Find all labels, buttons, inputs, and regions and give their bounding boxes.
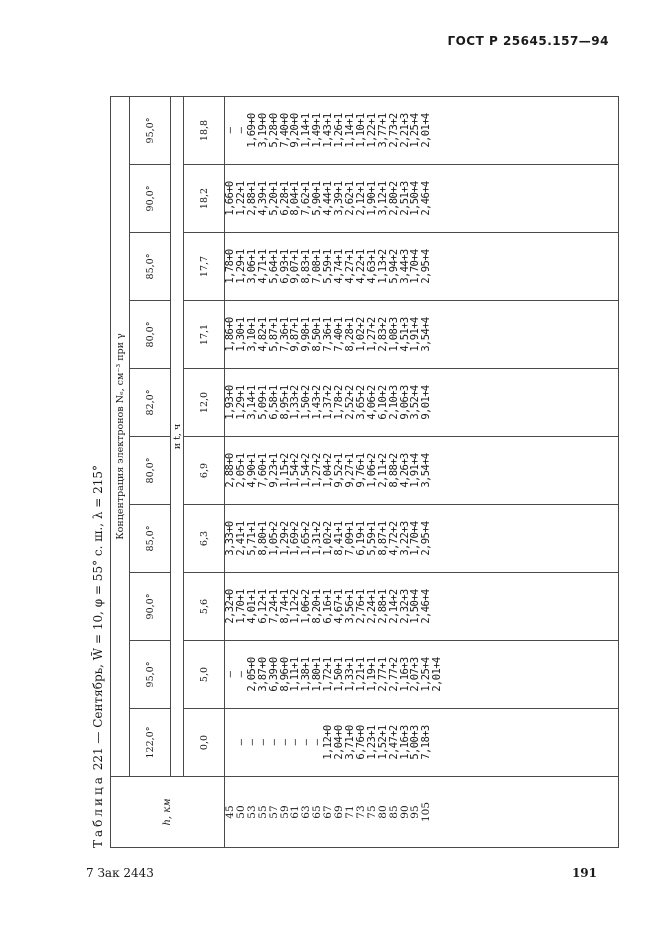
concentration-value: 4,90+1 bbox=[245, 453, 258, 488]
concentration-value: 7,24+1 bbox=[267, 589, 280, 624]
concentration-value: 3,39+1 bbox=[333, 181, 346, 216]
concentration-value: — bbox=[256, 739, 269, 746]
concentration-value: 6,19+1 bbox=[354, 521, 367, 556]
gamma-header: 90,0° bbox=[130, 573, 171, 641]
concentration-value: 1,10+1 bbox=[354, 113, 367, 148]
height-value: 75 bbox=[365, 805, 378, 819]
height-value: 57 bbox=[267, 805, 280, 819]
concentration-value: 2,73+2 bbox=[387, 113, 400, 148]
gamma-header: 95,0° bbox=[130, 97, 171, 165]
height-value: 67 bbox=[322, 805, 335, 819]
concentration-value: 1,21+1 bbox=[354, 657, 367, 692]
time-value-header: 17,7 bbox=[184, 233, 225, 301]
concentration-value: 2,11+2 bbox=[376, 453, 389, 488]
caption-number: 221 bbox=[91, 747, 105, 771]
height-value: 105 bbox=[420, 801, 433, 823]
concentration-value: 5,90+1 bbox=[311, 181, 324, 216]
concentration-column bbox=[225, 709, 619, 777]
concentration-value: 2,80+2 bbox=[387, 181, 400, 216]
concentration-value: 2,32+3 bbox=[398, 589, 411, 624]
concentration-value: — bbox=[245, 739, 258, 746]
concentration-column bbox=[225, 437, 619, 505]
concentration-value: 4,67+1 bbox=[333, 589, 346, 624]
concentration-value: 1,29+1 bbox=[234, 249, 247, 284]
concentration-value: 2,05+0 bbox=[245, 657, 258, 692]
time-value-header: 6,9 bbox=[184, 437, 225, 505]
concentration-value: 2,62+1 bbox=[343, 181, 356, 216]
concentration-value: 1,22+1 bbox=[365, 113, 378, 148]
table-row bbox=[225, 97, 619, 848]
concentration-value: 2,83+2 bbox=[376, 317, 389, 352]
time-value-header: 12,0 bbox=[184, 369, 225, 437]
concentration-value: 4,27+1 bbox=[343, 249, 356, 284]
concentration-value: 1,50+4 bbox=[409, 181, 422, 216]
concentration-value: 1,69+2 bbox=[289, 521, 302, 556]
concentration-value: — bbox=[267, 739, 280, 746]
concentration-value: 9,52+1 bbox=[333, 453, 346, 488]
concentration-value: 3,87+0 bbox=[256, 657, 269, 692]
height-value: 71 bbox=[343, 805, 356, 819]
concentration-value: 1,06+2 bbox=[300, 589, 313, 624]
concentration-value: 7,36+1 bbox=[322, 317, 335, 352]
concentration-value: 1,16+3 bbox=[398, 657, 411, 692]
data-table bbox=[110, 96, 619, 848]
concentration-value: 1,31+2 bbox=[311, 521, 324, 556]
concentration-value: 1,93+0 bbox=[224, 385, 236, 420]
concentration-value: 2,88+1 bbox=[376, 589, 389, 624]
concentration-value: 6,93+1 bbox=[278, 249, 291, 284]
height-value: 69 bbox=[333, 805, 346, 819]
concentration-value: 1,70+1 bbox=[234, 589, 247, 624]
concentration-value: 1,06+2 bbox=[365, 453, 378, 488]
concentration-value: 4,01+1 bbox=[245, 589, 258, 624]
concentration-value: 5,00+3 bbox=[409, 725, 422, 760]
concentration-value: 2,04+0 bbox=[333, 725, 346, 760]
concentration-value: 6,76+0 bbox=[354, 725, 367, 760]
concentration-value: 1,70+4 bbox=[409, 521, 422, 556]
concentration-value: 6,12+1 bbox=[256, 589, 269, 624]
concentration-value: 7,40+1 bbox=[333, 317, 346, 352]
concentration-value: 2,12+1 bbox=[354, 181, 367, 216]
concentration-value: 1,43+2 bbox=[311, 385, 324, 420]
concentration-value: 2,77+2 bbox=[387, 657, 400, 692]
concentration-value: 2,95+4 bbox=[420, 249, 433, 284]
concentration-value: 4,51+3 bbox=[398, 317, 411, 352]
concentration-value: 4,06+2 bbox=[365, 385, 378, 420]
concentration-value: 8,50+1 bbox=[311, 317, 324, 352]
concentration-value: 8,80+1 bbox=[256, 521, 269, 556]
concentration-value: 6,58+1 bbox=[267, 385, 280, 420]
gamma-header: 80,0° bbox=[130, 437, 171, 505]
concentration-value: 4,39+1 bbox=[256, 181, 269, 216]
concentration-value: 1,30+1 bbox=[234, 317, 247, 352]
concentration-value: 3,77+1 bbox=[376, 113, 389, 148]
concentration-value: 1,86+0 bbox=[224, 317, 236, 352]
concentration-value: 5,59+1 bbox=[322, 249, 335, 284]
concentration-value: 9,76+1 bbox=[354, 453, 367, 488]
height-value: 73 bbox=[354, 805, 367, 819]
time-value-header: 18,2 bbox=[184, 165, 225, 233]
concentration-value: 5,20+1 bbox=[267, 181, 280, 216]
concentration-value: 2,51+3 bbox=[398, 181, 411, 216]
concentration-value: 3,54+4 bbox=[420, 317, 433, 352]
concentration-value: 1,50+1 bbox=[333, 657, 346, 692]
concentration-value: 1,91+4 bbox=[409, 317, 422, 352]
time-value-header: 6,3 bbox=[184, 505, 225, 573]
time-value-header: 5,6 bbox=[184, 573, 225, 641]
concentration-value: 1,78+0 bbox=[224, 249, 236, 284]
concentration-value: 1,91+4 bbox=[409, 453, 422, 488]
concentration-value: 9,01+4 bbox=[420, 385, 433, 420]
concentration-value: 4,63+1 bbox=[365, 249, 378, 284]
height-value: 45 bbox=[224, 805, 236, 819]
concentration-value: 1,70+4 bbox=[409, 249, 422, 284]
concentration-value: 1,90+1 bbox=[365, 181, 378, 216]
concentration-value: 9,87+1 bbox=[289, 317, 302, 352]
concentration-value: 1,27+2 bbox=[311, 453, 324, 488]
concentration-value: 1,25+4 bbox=[420, 657, 433, 692]
concentration-value: 7,60+1 bbox=[256, 453, 269, 488]
concentration-value: 1,08+3 bbox=[387, 317, 400, 352]
concentration-value: 1,19+1 bbox=[365, 657, 378, 692]
concentration-value: 1,65+2 bbox=[300, 521, 313, 556]
height-value: 85 bbox=[387, 805, 400, 819]
concentration-value: 7,09+1 bbox=[343, 521, 356, 556]
concentration-value: — bbox=[300, 739, 313, 746]
concentration-column bbox=[225, 301, 619, 369]
concentration-column bbox=[225, 573, 619, 641]
concentration-value: 7,62+1 bbox=[300, 181, 313, 216]
concentration-value: 7,18+3 bbox=[420, 725, 433, 760]
concentration-value: 1,27+2 bbox=[365, 317, 378, 352]
concentration-value: 1,78+2 bbox=[333, 385, 346, 420]
concentration-value: 3,71+0 bbox=[343, 725, 356, 760]
time-header: и t, ч bbox=[171, 97, 184, 777]
table-head bbox=[111, 97, 225, 848]
concentration-value: 1,54+2 bbox=[289, 453, 302, 488]
concentration-value: — bbox=[278, 739, 291, 746]
concentration-header: Концентрация электронов Nₑ, см⁻³ при γ bbox=[111, 97, 130, 777]
standard-header: ГОСТ Р 25645.157—94 bbox=[447, 34, 609, 48]
concentration-value: 1,25+4 bbox=[409, 113, 422, 148]
concentration-value: 2,24+1 bbox=[365, 589, 378, 624]
concentration-value: 4,26+3 bbox=[398, 453, 411, 488]
concentration-value: 1,13+2 bbox=[376, 249, 389, 284]
concentration-value: 3,65+2 bbox=[354, 385, 367, 420]
table-body bbox=[225, 97, 619, 848]
concentration-value: 1,29+1 bbox=[234, 385, 247, 420]
concentration-column bbox=[225, 641, 619, 709]
concentration-column bbox=[225, 369, 619, 437]
concentration-value: 9,23+1 bbox=[267, 453, 280, 488]
concentration-value: 1,14+1 bbox=[343, 113, 356, 148]
height-values bbox=[225, 777, 619, 848]
concentration-value: 1,02+2 bbox=[322, 521, 335, 556]
height-value: 50 bbox=[234, 805, 247, 819]
concentration-value: 1,29+2 bbox=[278, 521, 291, 556]
concentration-value: 1,72+1 bbox=[322, 657, 335, 692]
concentration-value: 1,52+1 bbox=[376, 725, 389, 760]
time-value-header: 5,0 bbox=[184, 641, 225, 709]
gamma-header: 85,0° bbox=[130, 505, 171, 573]
concentration-column bbox=[225, 505, 619, 573]
concentration-column bbox=[225, 165, 619, 233]
concentration-value: — bbox=[311, 739, 324, 746]
concentration-value: 9,07+1 bbox=[289, 249, 302, 284]
concentration-value: 3,10+1 bbox=[245, 317, 258, 352]
concentration-value: — bbox=[234, 739, 247, 746]
time-value-header: 17,1 bbox=[184, 301, 225, 369]
concentration-column bbox=[225, 233, 619, 301]
concentration-value: 5,64+1 bbox=[267, 249, 280, 284]
concentration-value: 2,41+1 bbox=[234, 521, 247, 556]
concentration-value: 3,33+0 bbox=[224, 521, 236, 556]
concentration-value: 4,71+1 bbox=[256, 249, 269, 284]
concentration-value: 1,04+2 bbox=[322, 453, 335, 488]
concentration-value: 8,88+2 bbox=[387, 453, 400, 488]
concentration-value: 2,47+2 bbox=[387, 725, 400, 760]
concentration-value: — bbox=[234, 671, 247, 678]
concentration-value: 8,95+1 bbox=[278, 385, 291, 420]
concentration-value: 1,02+2 bbox=[354, 317, 367, 352]
concentration-value: 1,50+2 bbox=[300, 385, 313, 420]
concentration-value: 8,87+1 bbox=[376, 521, 389, 556]
concentration-value: 6,10+2 bbox=[376, 385, 389, 420]
concentration-value: 1,49+1 bbox=[311, 113, 324, 148]
concentration-value: 4,44+1 bbox=[322, 181, 335, 216]
height-value: 90 bbox=[398, 805, 411, 819]
concentration-value: 2,95+4 bbox=[420, 521, 433, 556]
concentration-value: 1,23+1 bbox=[365, 725, 378, 760]
concentration-value: 6,28+1 bbox=[278, 181, 291, 216]
concentration-value: 4,74+1 bbox=[333, 249, 346, 284]
concentration-value: 1,14+1 bbox=[300, 113, 313, 148]
concentration-value: — bbox=[224, 671, 236, 678]
table-caption bbox=[86, 96, 110, 848]
concentration-value: 8,83+1 bbox=[300, 249, 313, 284]
concentration-value: 2,10+3 bbox=[387, 385, 400, 420]
concentration-value: 5,28+0 bbox=[267, 113, 280, 148]
concentration-value: 6,39+0 bbox=[267, 657, 280, 692]
concentration-value: 9,06+3 bbox=[398, 385, 411, 420]
concentration-value: 2,46+4 bbox=[420, 181, 433, 216]
concentration-value: 8,41+1 bbox=[333, 521, 346, 556]
concentration-value: 8,28+1 bbox=[343, 317, 356, 352]
concentration-value: 8,96+0 bbox=[278, 657, 291, 692]
concentration-value: — bbox=[289, 739, 302, 746]
concentration-value: 8,04+1 bbox=[289, 181, 302, 216]
concentration-value: 1,33+1 bbox=[343, 657, 356, 692]
gamma-header: 95,0° bbox=[130, 641, 171, 709]
gamma-header: 80,0° bbox=[130, 301, 171, 369]
concentration-value: 3,12+1 bbox=[376, 181, 389, 216]
concentration-value: 1,05+2 bbox=[267, 521, 280, 556]
height-value: 65 bbox=[311, 805, 324, 819]
rotated-table-block bbox=[86, 96, 619, 848]
gamma-header: 122,0° bbox=[130, 709, 171, 777]
concentration-value: 1,33+2 bbox=[289, 385, 302, 420]
concentration-value: 7,08+1 bbox=[311, 249, 324, 284]
concentration-value: 5,71+1 bbox=[245, 521, 258, 556]
time-value-header: 18,8 bbox=[184, 97, 225, 165]
concentration-value: 5,87+1 bbox=[267, 317, 280, 352]
concentration-value: 1,37+2 bbox=[322, 385, 335, 420]
concentration-value: 1,69+0 bbox=[245, 113, 258, 148]
concentration-value: 5,59+1 bbox=[365, 521, 378, 556]
height-value: 61 bbox=[289, 805, 302, 819]
concentration-value: 1,66+0 bbox=[224, 181, 236, 216]
concentration-value: 7,40+0 bbox=[278, 113, 291, 148]
concentration-value: 3,19+0 bbox=[256, 113, 269, 148]
height-value: 95 bbox=[409, 805, 422, 819]
concentration-value: 1,11+1 bbox=[289, 657, 302, 692]
concentration-value: 1,12+2 bbox=[289, 589, 302, 624]
concentration-value: 9,98+1 bbox=[300, 317, 313, 352]
concentration-value: 3,06+1 bbox=[245, 249, 258, 284]
concentration-value: 3,54+4 bbox=[420, 453, 433, 488]
concentration-value: 5,09+1 bbox=[256, 385, 269, 420]
concentration-value: 1,38+1 bbox=[300, 657, 313, 692]
height-value: 53 bbox=[245, 805, 258, 819]
concentration-value: 1,43+1 bbox=[322, 113, 335, 148]
concentration-value: 2,77+1 bbox=[376, 657, 389, 692]
concentration-value: 2,52+2 bbox=[343, 385, 356, 420]
concentration-value: 4,72+2 bbox=[387, 521, 400, 556]
concentration-value: 1,22+1 bbox=[234, 181, 247, 216]
concentration-value: 2,21+3 bbox=[398, 113, 411, 148]
concentration-value: 2,88+1 bbox=[245, 181, 258, 216]
page-number: 191 bbox=[571, 866, 597, 880]
concentration-value: 3,52+4 bbox=[409, 385, 422, 420]
order-number: 7 Зак 2443 bbox=[86, 866, 154, 880]
concentration-value: 7,36+1 bbox=[278, 317, 291, 352]
concentration-value: 9,20+0 bbox=[289, 113, 302, 148]
concentration-value: 1,12+0 bbox=[322, 725, 335, 760]
concentration-value: 1,80+1 bbox=[311, 657, 324, 692]
concentration-value: 5,94+2 bbox=[387, 249, 400, 284]
concentration-value: 2,05+1 bbox=[234, 453, 247, 488]
concentration-value: 2,07+3 bbox=[409, 657, 422, 692]
concentration-value: 9,27+1 bbox=[343, 453, 356, 488]
time-value-header: 0,0 bbox=[184, 709, 225, 777]
concentration-value: — bbox=[224, 127, 236, 134]
concentration-value: 8,20+1 bbox=[311, 589, 324, 624]
concentration-value: 4,82+1 bbox=[256, 317, 269, 352]
concentration-column bbox=[225, 97, 619, 165]
concentration-value: 6,16+1 bbox=[322, 589, 335, 624]
concentration-value: 1,26+1 bbox=[333, 113, 346, 148]
gamma-header: 90,0° bbox=[130, 165, 171, 233]
concentration-value: 2,88+0 bbox=[224, 453, 236, 488]
concentration-value: 1,15+2 bbox=[278, 453, 291, 488]
concentration-value: 3,14+1 bbox=[245, 385, 258, 420]
h-column-header: h, км bbox=[111, 777, 225, 848]
gamma-header: 85,0° bbox=[130, 233, 171, 301]
concentration-value: 1,54+2 bbox=[300, 453, 313, 488]
concentration-value: 2,14+2 bbox=[387, 589, 400, 624]
concentration-value: 2,32+0 bbox=[224, 589, 236, 624]
concentration-value: 1,50+4 bbox=[409, 589, 422, 624]
concentration-value: 8,74+1 bbox=[278, 589, 291, 624]
concentration-value: 2,76+1 bbox=[354, 589, 367, 624]
concentration-value: 1,16+3 bbox=[398, 725, 411, 760]
height-value: 80 bbox=[376, 805, 389, 819]
concentration-value: 2,01+4 bbox=[431, 657, 444, 692]
gamma-header: 82,0° bbox=[130, 369, 171, 437]
concentration-value: 2,46+4 bbox=[420, 589, 433, 624]
concentration-value: 2,01+4 bbox=[420, 113, 433, 148]
concentration-value: — bbox=[234, 127, 247, 134]
caption-label: Таблица bbox=[91, 774, 105, 848]
concentration-value: 3,56+1 bbox=[343, 589, 356, 624]
height-value: 59 bbox=[278, 805, 291, 819]
caption-text: — Сентябрь, W̄ = 10, φ = 55° с. ш., λ = 215° bbox=[91, 464, 105, 744]
height-value: 63 bbox=[300, 805, 313, 819]
concentration-value: 3,22+3 bbox=[398, 521, 411, 556]
concentration-value: 4,22+1 bbox=[354, 249, 367, 284]
concentration-value: 3,44+3 bbox=[398, 249, 411, 284]
height-value: 55 bbox=[256, 805, 269, 819]
